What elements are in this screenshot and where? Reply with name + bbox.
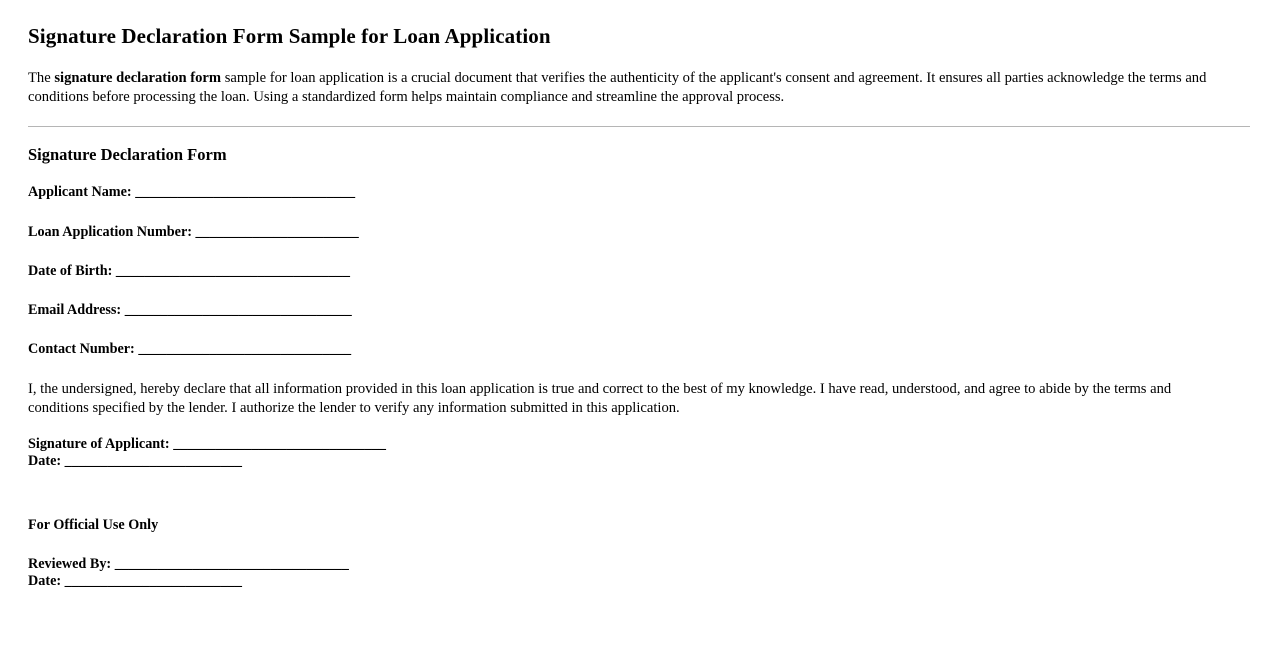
page-title: Signature Declaration Form Sample for Loan Application bbox=[28, 24, 551, 48]
field-blank-line[interactable]: _________________________________ bbox=[115, 262, 350, 279]
official-section-spacer bbox=[28, 469, 1250, 517]
intro-bold-term: signature declaration form bbox=[54, 70, 222, 87]
official-use-block bbox=[28, 556, 1250, 589]
field-email-address bbox=[28, 302, 1250, 319]
field-blank-line[interactable]: ________________________________ bbox=[124, 301, 352, 318]
signature-date-label: Date: bbox=[28, 452, 62, 469]
field-blank-line[interactable]: _______________________________ bbox=[135, 184, 356, 201]
section-title: Signature Declaration Form bbox=[28, 144, 227, 164]
field-contact-number bbox=[28, 341, 1250, 358]
official-date-blank-line[interactable]: _________________________ bbox=[64, 573, 242, 589]
section-divider bbox=[28, 126, 1250, 127]
reviewed-by-label: Reviewed By: bbox=[28, 556, 112, 573]
signature-label: Signature of Applicant: bbox=[28, 436, 170, 453]
official-use-title: For Official Use Only bbox=[28, 517, 159, 534]
field-label: Loan Application Number: bbox=[28, 223, 192, 240]
field-loan-application-number bbox=[28, 224, 1250, 241]
field-blank-line[interactable]: ______________________________ bbox=[138, 340, 352, 357]
field-label: Date of Birth: bbox=[28, 262, 113, 279]
field-blank-line[interactable]: _______________________ bbox=[195, 223, 359, 240]
field-label: Contact Number: bbox=[28, 340, 135, 357]
field-applicant-name bbox=[28, 184, 1250, 201]
intro-paragraph bbox=[28, 69, 1233, 108]
reviewed-by-blank-line[interactable]: _________________________________ bbox=[114, 556, 349, 573]
field-label: Email Address: bbox=[28, 301, 122, 318]
intro-rest: sample for loan application is a crucial document that verifies the authenticity of the applicant's consent and agreement. It ensures all parties acknowledge the terms and conditions before processing the loan. Using a standardized form helps maintain compliance and streamline the approval process. bbox=[28, 70, 1207, 106]
field-label: Applicant Name: bbox=[28, 184, 132, 201]
signature-block bbox=[28, 436, 1250, 469]
official-date-label: Date: bbox=[28, 573, 62, 589]
signature-date-blank-line[interactable]: _________________________ bbox=[64, 452, 242, 469]
field-date-of-birth bbox=[28, 263, 1250, 280]
declaration-paragraph: I, the undersigned, hereby declare that all information provided in this loan application is true and correct to the best of my knowledge. I have read, understood, and agree to abide by the terms and conditions specified by the lender. I authorize the lender to verify any information submitted in this application. bbox=[28, 380, 1172, 416]
intro-lead: The bbox=[28, 70, 55, 87]
signature-blank-line[interactable]: ______________________________ bbox=[173, 436, 386, 453]
